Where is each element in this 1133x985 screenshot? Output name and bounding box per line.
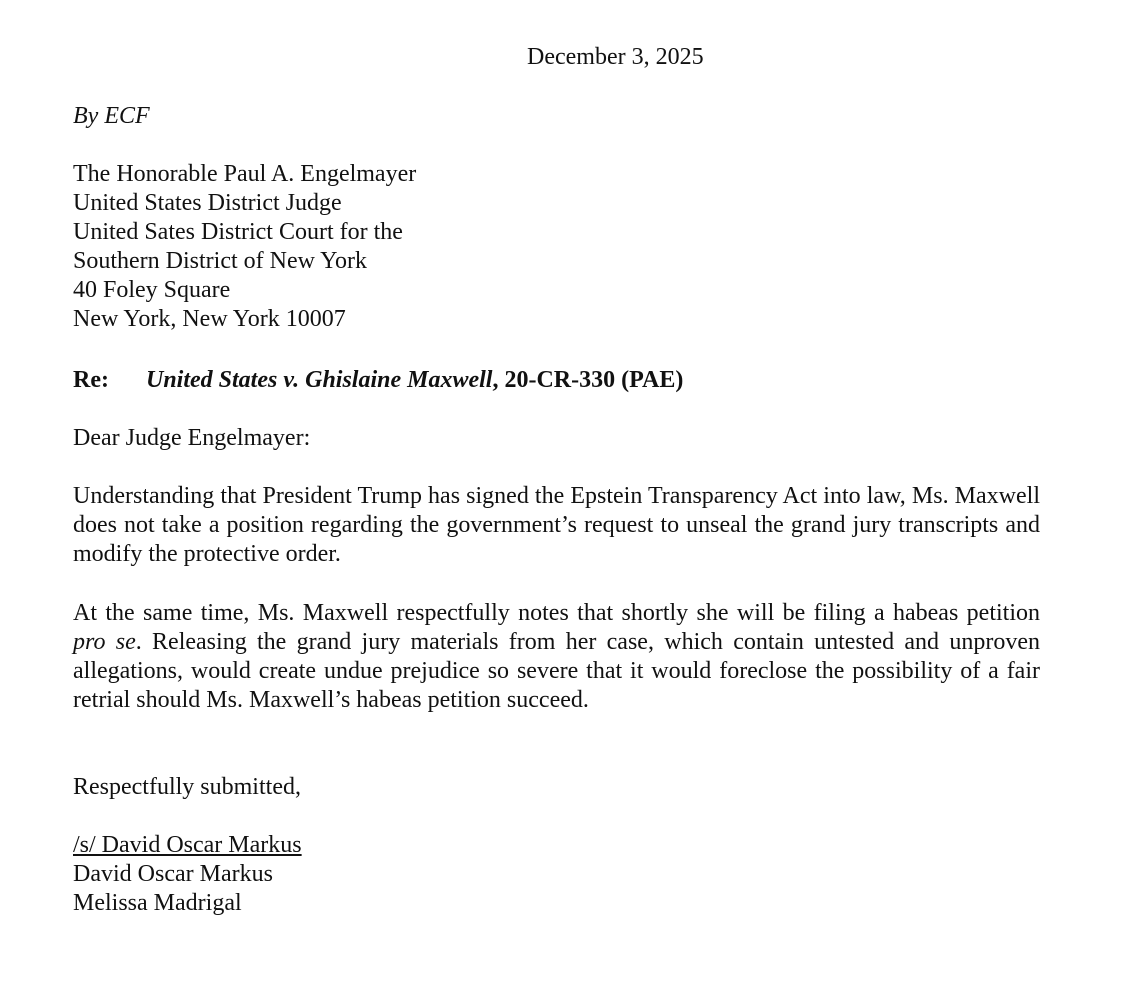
- body-paragraph-1: Understanding that President Trump has signed the Epstein Transparency Act into law, Ms. Maxwell does not take a position regarding the government’s request to unseal the grand jury transcripts and modify the protective order.: [73, 483, 1040, 567]
- signer-name: Melissa Madrigal: [73, 890, 242, 916]
- addressee-line: The Honorable Paul A. Engelmayer: [73, 161, 417, 187]
- body-paragraph-2: [73, 599, 1040, 715]
- addressee-line: United Sates District Court for the: [73, 219, 403, 245]
- case-name: United States v. Ghislaine Maxwell: [146, 367, 493, 393]
- closing: Respectfully submitted,: [73, 774, 301, 800]
- addressee-block: [73, 160, 416, 334]
- signature-block: [73, 831, 302, 918]
- paragraph-2-italic: pro se: [73, 629, 136, 655]
- case-number: , 20-CR-330 (PAE): [492, 367, 684, 393]
- paragraph-2-part-1: At the same time, Ms. Maxwell respectfully notes that shortly she will be filing a habeas petition: [73, 600, 1040, 626]
- addressee-line: 40 Foley Square: [73, 277, 231, 303]
- re-line: [73, 366, 683, 395]
- signer-name: David Oscar Markus: [73, 861, 273, 887]
- letter-date: December 3, 2025: [527, 44, 704, 70]
- electronic-signature: /s/ David Oscar Markus: [73, 832, 302, 858]
- addressee-line: Southern District of New York: [73, 248, 367, 274]
- salutation: Dear Judge Engelmayer:: [73, 425, 311, 451]
- addressee-line: United States District Judge: [73, 190, 342, 216]
- addressee-line: New York, New York 10007: [73, 306, 346, 332]
- delivery-method: By ECF: [73, 103, 150, 129]
- paragraph-2-part-2: . Releasing the grand jury materials from her case, which contain untested and unproven allegations, would create undue prejudice so severe that it would foreclose the possibility of a fair retrial should Ms. Maxwell’s habeas petition succeed.: [73, 629, 1040, 713]
- re-label: Re:: [73, 367, 109, 393]
